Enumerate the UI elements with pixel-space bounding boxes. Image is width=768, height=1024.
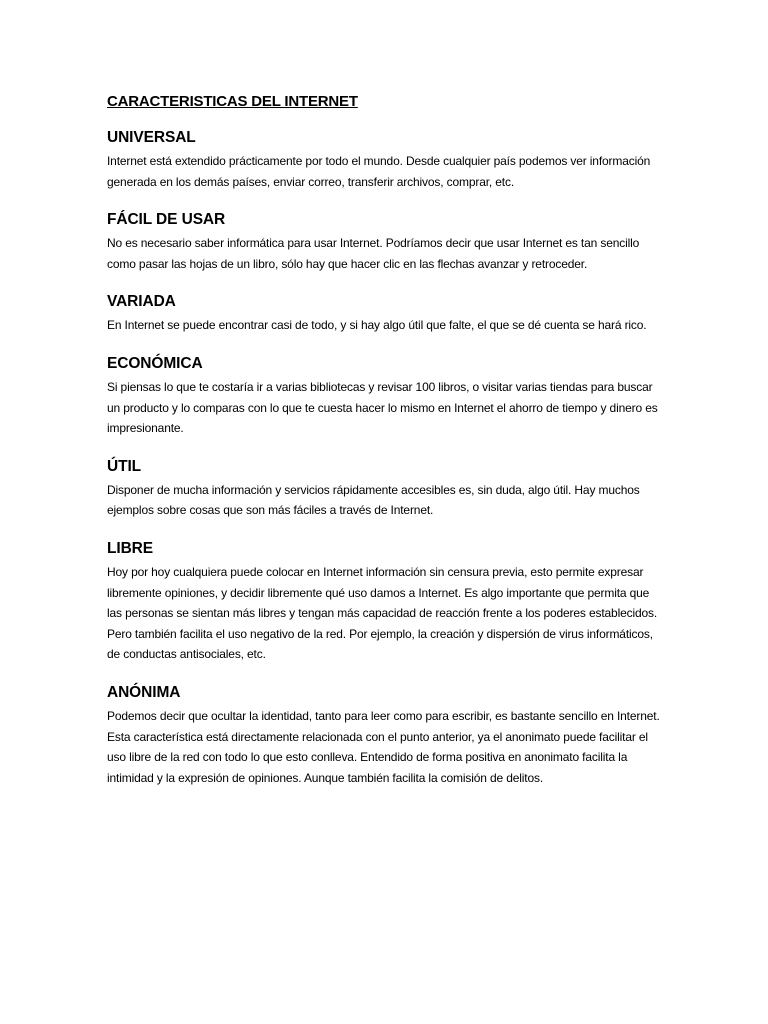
section-heading: ANÓNIMA bbox=[107, 683, 181, 701]
section-variada bbox=[107, 292, 667, 336]
section-body: En Internet se puede encontrar casi de todo, y si hay algo útil que falte, el que se dé cuenta se hará rico. bbox=[107, 318, 647, 333]
section-body: Disponer de mucha información y servicios rápidamente accesibles es, sin duda, algo útil. Hay muchos ejemplos sobre cosas que son más fáciles a través de Internet. bbox=[107, 482, 640, 518]
document-title: CARACTERISTICAS DEL INTERNET bbox=[107, 93, 358, 110]
section-body: Si piensas lo que te costaría ir a varias bibliotecas y revisar 100 libros, o visitar varias tiendas para buscar un producto y lo comparas con lo que te cuesta hacer lo mismo en Internet el ahorro de tiempo y dinero es impresionante. bbox=[107, 379, 658, 436]
section-economica bbox=[107, 354, 667, 439]
section-heading: LIBRE bbox=[107, 539, 154, 557]
section-anonima bbox=[107, 683, 667, 788]
section-body: Hoy por hoy cualquiera puede colocar en Internet información sin censura previa, esto permite expresar libremente opiniones, y decidir libremente qué uso damos a Internet. Es algo importante que permita que las personas se sientan más libres y tengan más capacidad de reacción frente a los poderes establecidos. Pero también facilita el uso negativo de la red. Por ejemplo, la creación y dispersión de virus informáticos, de conductas antisociales, etc. bbox=[107, 564, 658, 662]
section-libre bbox=[107, 539, 667, 665]
section-heading: ECONÓMICA bbox=[107, 354, 203, 372]
section-heading: UNIVERSAL bbox=[107, 129, 196, 146]
section-heading: FÁCIL DE USAR bbox=[107, 211, 226, 229]
section-util bbox=[107, 457, 667, 521]
section-heading: VARIADA bbox=[107, 293, 176, 311]
section-body: Podemos decir que ocultar la identidad, tanto para leer como para escribir, es bastante sencillo en Internet. Esta característica está directamente relacionada con el punto anterior, ya el anonimato puede facilitar el uso libre de la red con todo lo que esto conlleva. Entendido de forma positiva en anonimato facilita la intimidad y la expresión de opiniones. Aunque también facilita la comisión de delitos. bbox=[107, 708, 660, 785]
section-facil-de-usar bbox=[107, 210, 667, 274]
section-heading: ÚTIL bbox=[107, 457, 142, 475]
document-page bbox=[107, 92, 667, 806]
section-universal bbox=[107, 128, 667, 192]
section-body: No es necesario saber informática para usar Internet. Podríamos decir que usar Internet es tan sencillo como pasar las hojas de un libro, sólo hay que hacer clic en las flechas avanzar y retroceder. bbox=[107, 236, 640, 271]
section-body: Internet está extendido prácticamente por todo el mundo. Desde cualquier país podemos ver información generada en los demás países, enviar correo, transferir archivos, comprar, etc. bbox=[107, 154, 651, 189]
